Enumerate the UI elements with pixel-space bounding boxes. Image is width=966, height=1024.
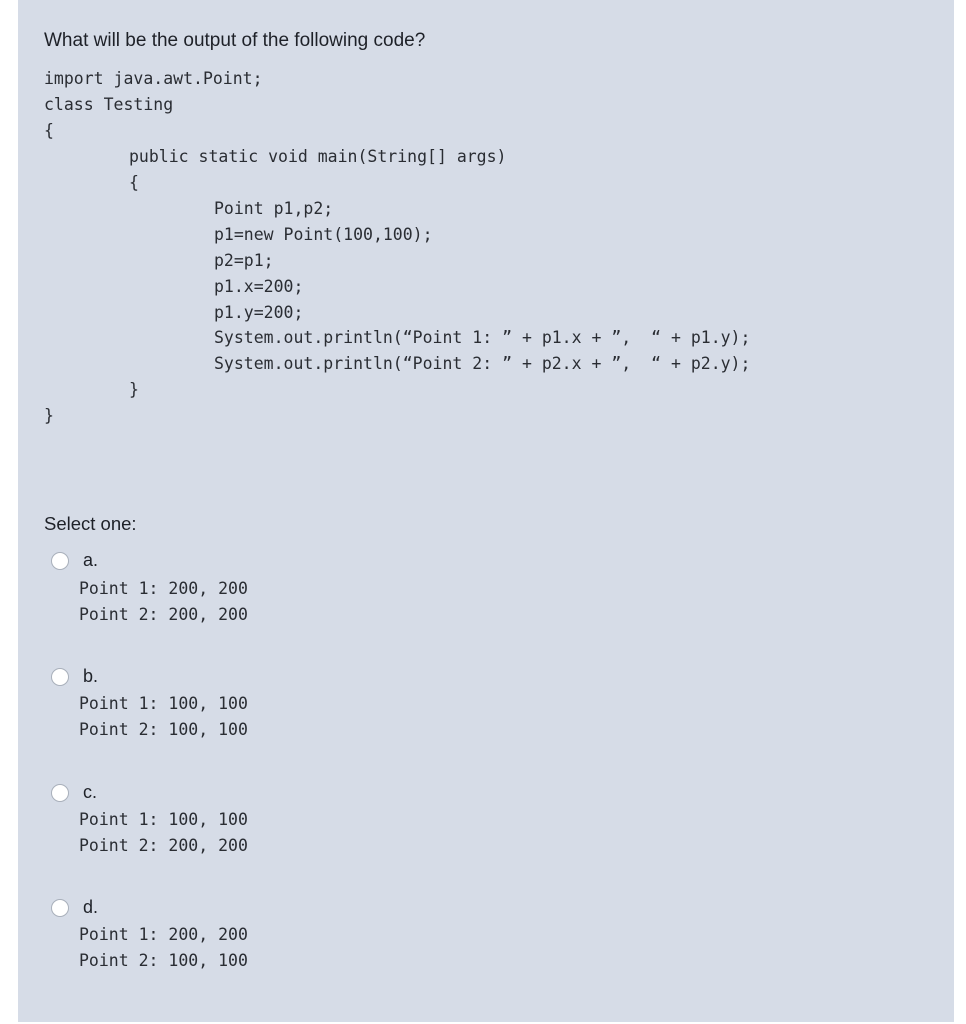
code-line: System.out.println(“Point 2: ” + p2.x + ”, “ + p2.y); [214,354,751,373]
option-d-line2: Point 2: 100, 100 [79,951,248,970]
option-b-line1: Point 1: 100, 100 [79,694,248,713]
code-line: public static void main(String[] args) [129,147,507,166]
question-text: What will be the output of the following code? [44,30,426,51]
option-a-letter: a. [83,550,99,570]
code-line: System.out.println(“Point 1: ” + p1.x + ”, “ + p1.y); [214,328,751,347]
option-d-letter: d. [83,897,99,917]
option-a[interactable] [0,550,966,650]
option-c-letter: c. [83,782,98,802]
option-a-line2: Point 2: 200, 200 [79,605,248,624]
code-line: import java.awt.Point; [44,69,263,88]
option-b-line2: Point 2: 100, 100 [79,720,248,739]
code-line: { [44,121,54,140]
option-d-radio[interactable] [51,899,69,917]
option-b-radio[interactable] [51,668,69,686]
code-line: p2=p1; [214,251,274,270]
code-line: p1=new Point(100,100); [214,225,433,244]
code-line: } [129,380,139,399]
code-line: p1.x=200; [214,277,304,296]
option-d-line1: Point 1: 200, 200 [79,925,248,944]
code-line: } [44,406,54,425]
option-c[interactable] [0,782,966,882]
option-d[interactable] [0,897,966,997]
option-b[interactable] [0,666,966,766]
option-a-line1: Point 1: 200, 200 [79,579,248,598]
code-line: { [129,173,139,192]
option-c-radio[interactable] [51,784,69,802]
option-a-radio[interactable] [51,552,69,570]
code-line: Point p1,p2; [214,199,334,218]
code-line: p1.y=200; [214,303,304,322]
code-line: class Testing [44,95,174,114]
select-one-label: Select one: [44,513,137,534]
option-b-letter: b. [83,666,99,686]
option-c-line2: Point 2: 200, 200 [79,836,248,855]
option-c-line1: Point 1: 100, 100 [79,810,248,829]
